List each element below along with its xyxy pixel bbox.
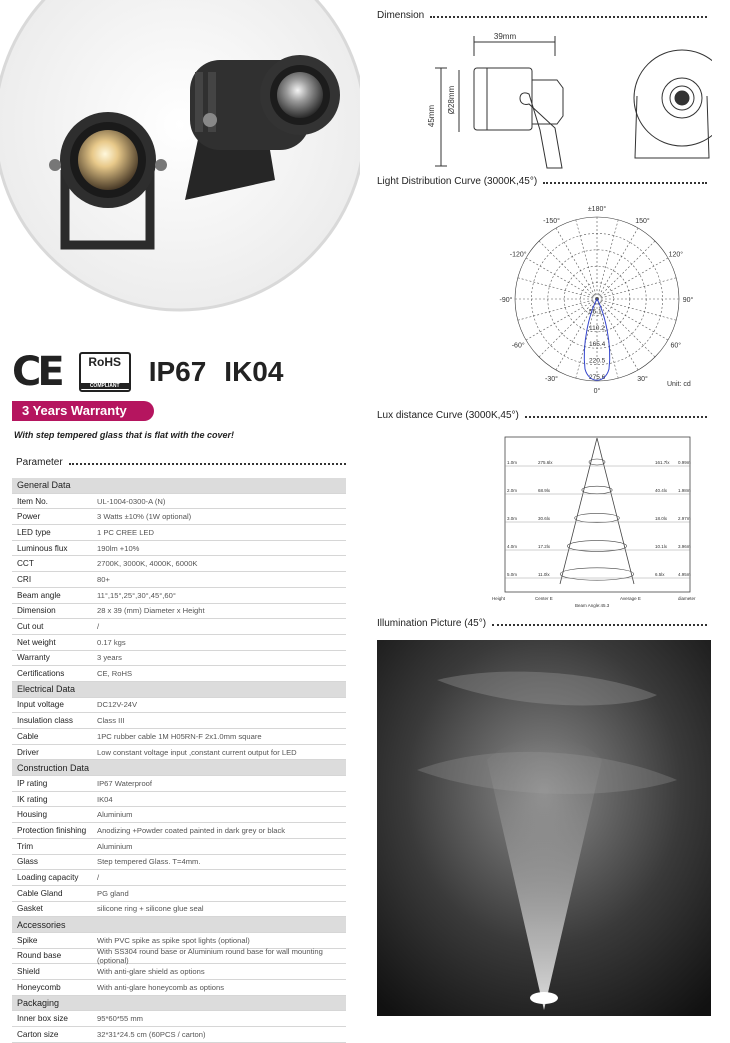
polar-spoke [597,228,638,299]
spec-value: PG gland [97,888,129,898]
spec-category-label: Packaging [17,998,60,1009]
spec-key: Net weight [17,637,56,647]
spec-row [12,1027,346,1043]
lux-row-avg: 6.5lx [655,572,665,577]
polar-ring-value: 110.2 [589,324,605,332]
spec-value: Low constant voltage input ,constant current output for LED [97,747,297,757]
polar-angle-label: -150° [543,218,560,226]
lux-row-avg: 161.7lx [655,460,670,465]
spec-key: IK rating [17,794,48,804]
spec-value: 3 Watts ±10% (1W optional) [97,512,192,522]
spec-category-label: Electrical Data [17,684,76,695]
polar-spoke [597,278,676,299]
polar-angle-label: 90° [682,297,694,304]
spec-row [12,980,346,996]
spec-row [12,870,346,886]
spec-value: Class III [97,716,125,726]
spec-value: DC12V-24V [97,700,138,710]
parameter-heading [16,457,346,468]
spec-value: With anti-glare shield as options [97,967,205,977]
tagline: With step tempered glass that is flat with the cover! [14,430,234,440]
width-dimension-label: 39mm [493,32,517,41]
polar-angle-label: 0° [593,388,601,395]
lux-row-left: 5.0m [507,572,518,577]
polar-ring-value: 275.6 [589,374,606,381]
spec-row [12,698,346,714]
spec-row [12,604,346,620]
lux-distance-chart [480,432,710,612]
parameter-title: Parameter [16,457,63,468]
polar-spoke [576,220,597,299]
spec-row [12,776,346,792]
spec-value: 0.17 kgs [97,637,126,647]
spec-value: UL-1004-0300-A (N) [97,496,166,506]
lux-row-left: 1.0m [507,460,518,465]
height-dimension-label: 45mm [427,104,436,128]
spec-key: IP rating [17,778,48,788]
spec-key: Item No. [17,496,48,506]
dimension-title: Dimension [377,10,425,21]
polar-spoke [597,299,655,357]
spec-value: Anodizing +Powder coated painted in dark grey or black [97,825,286,835]
spec-key: Protection finishing [17,825,87,835]
spec-key: Shield [17,967,40,977]
lux-row-center: 30.6lx [538,516,551,521]
lux-row-left: 2.0m [507,488,518,493]
polar-spoke [526,258,597,299]
lux-footer-average: Average E [620,596,641,601]
spec-row [12,494,346,510]
dimension-drawing [377,28,712,170]
spec-row [12,713,346,729]
polar-spoke [597,220,618,299]
lux-row-diam: 4.95m [678,572,691,577]
spec-row [12,792,346,808]
lux-row-avg: 40.4lx [655,488,668,493]
lux-beam-ellipse [560,568,634,580]
spec-row [12,541,346,557]
spec-value: IK04 [97,794,113,804]
spec-value: With anti-glare honeycomb as options [97,982,225,992]
polar-spoke [518,278,597,299]
polar-distribution-chart [377,194,712,398]
lux-row-diam: 3.96m [678,544,691,549]
lux-row-diam: 0.99m [678,460,691,465]
rohs-subtitle: COMPLIANT [81,383,129,389]
polar-angle-label: 30° [637,375,648,383]
polar-ring-value: 55.1 [589,308,602,316]
polar-angle-label: 150° [635,218,650,226]
spec-key: Certifications [17,669,65,679]
spec-row [12,807,346,823]
rohs-title: RoHS [88,355,122,369]
spec-value: silicone ring + silicone glue seal [97,904,204,914]
lux-row-center: 275.6lx [538,460,553,465]
lux-footer-center: Center E [535,596,553,601]
spec-value: 28 x 39 (mm) Diameter x Height [97,606,205,616]
spec-table [12,478,346,1043]
diameter-dimension-label: Ø28mm [447,85,456,115]
spec-category-row [12,682,346,698]
polar-spoke [597,241,655,299]
spec-category-row [12,917,346,933]
spec-key: Glass [17,857,38,867]
spec-value: / [97,622,100,632]
spec-row [12,509,346,525]
spec-key: Beam angle [17,590,61,600]
spec-key: LED type [17,527,51,537]
spec-value: / [97,873,100,883]
polar-angle-label: -120° [509,251,527,259]
lux-row-left: 3.0m [507,516,518,521]
polar-ring-value: 220.5 [589,357,606,365]
lux-row-left: 4.0m [507,544,518,549]
lux-footer-height: Height [492,596,506,601]
spec-row [12,839,346,855]
lux-row-center: 17.2lx [538,544,551,549]
spec-key: Warranty [17,653,50,663]
spec-key: Luminous flux [17,543,68,553]
spec-key: CCT [17,559,34,569]
spec-row [12,946,346,965]
spec-row [12,886,346,902]
spec-row [12,666,346,682]
spec-category-row [12,760,346,776]
spec-key: Cable Gland [17,888,63,898]
spec-key: Inner box size [17,1014,68,1024]
illumination-title: Illumination Picture (45°) [377,618,487,629]
lux-row-avg: 10.1lx [655,544,668,549]
polar-ring-value: 165.4 [589,341,606,349]
spec-row [12,572,346,588]
ip-rating-badge: IP67 [148,356,207,387]
polar-spoke [518,299,597,320]
spec-category-label: General Data [17,480,71,491]
lux-footer-diameter: diameter [678,596,696,601]
polar-angle-label: ±180° [587,206,607,213]
lux-row-avg: 18.0lx [655,516,668,521]
spec-row [12,635,346,651]
spec-key: Housing [17,810,48,820]
spec-key: Cut out [17,622,44,632]
spec-row [12,902,346,918]
spec-key: Trim [17,841,34,851]
ik-rating-badge: IK04 [224,356,284,387]
dimension-heading [377,10,707,21]
lux-beam-ellipse [589,459,605,465]
spec-value: Step tempered Glass. T=4mm. [97,857,201,867]
spec-value: 1 PC CREE LED [97,527,154,537]
lux-row-diam: 2.97m [678,516,691,521]
lux-row-center: 68.9lx [538,488,551,493]
spec-row [12,588,346,604]
spec-value: 1PC rubber cable 1M H05RN-F 2x1.0mm square [97,731,262,741]
spec-value: With PVC spike as spike spot lights (optional) [97,935,250,945]
spec-value: 190lm +10% [97,543,140,553]
light-distribution-title: Light Distribution Curve (3000K,45°) [377,176,538,187]
spec-key: CRI [17,574,32,584]
spec-value: 32*31*24.5 cm (60PCS / carton) [97,1029,206,1039]
spec-value: 95*60*55 mm [97,1014,144,1024]
certification-badges [12,350,352,394]
spec-key: Loading capacity [17,873,79,883]
spec-value: Aluminium [97,841,133,851]
spec-value: 3 years [97,653,122,663]
polar-angle-label: -90° [499,297,513,304]
lux-beam-angle: Beam Angle:45.3 [575,603,610,608]
polar-angle-label: 60° [670,342,682,350]
spec-row [12,823,346,839]
spec-row [12,729,346,745]
spec-row [12,525,346,541]
spec-row [12,745,346,761]
spec-value: 11°,15°,25°,30°,45°,60° [97,590,176,600]
spec-key: Carton size [17,1029,59,1039]
spec-key: Gasket [17,904,43,914]
polar-angle-label: 120° [668,251,684,259]
polar-spoke [597,299,676,320]
spec-category-label: Accessories [17,919,66,930]
lux-row-center: 11.0lx [538,572,550,577]
spec-key: Power [17,512,41,522]
spec-row [12,855,346,871]
illumination-heading [377,618,707,629]
lux-distance-heading [377,410,707,421]
spec-value: With SS304 round base or Aluminium round base for wall mounting (optional) [97,946,323,965]
illumination-photo [377,640,711,1016]
spec-row [12,1011,346,1027]
spec-row [12,556,346,572]
ce-mark: CE [12,349,61,395]
spec-category-row [12,996,346,1012]
spec-value: IP67 Waterproof [97,778,153,788]
lux-beam-ellipse [582,486,612,494]
polar-spoke [597,258,668,299]
polar-angle-label: -30° [545,375,558,383]
spec-category-label: Construction Data [17,762,90,773]
polar-angle-label: -60° [511,342,525,350]
spec-key: Dimension [17,606,56,616]
spec-value: 80+ [97,574,110,584]
light-distribution-heading [377,176,707,187]
spec-value: 2700K, 3000K, 4000K, 6000K [97,559,198,569]
spec-value: Aluminium [97,810,133,820]
spec-value: CE, RoHS [97,669,133,679]
spec-row [12,964,346,980]
spec-key: Round base [17,951,62,961]
spec-key: Driver [17,747,39,757]
rohs-badge [79,352,131,392]
spec-key: Honeycomb [17,982,61,992]
spec-row [12,619,346,635]
spec-row [12,651,346,667]
lux-row-diam: 1.98m [678,488,691,493]
polar-spoke [539,241,597,299]
polar-spoke [556,228,597,299]
lux-beam-ellipse [567,541,626,552]
spec-key: Cable [17,731,39,741]
polar-unit: Unit: cd [667,381,691,388]
lux-distance-title: Lux distance Curve (3000K,45°) [377,410,519,421]
spec-category-row [12,478,346,494]
warranty-banner: 3 Years Warranty [12,401,154,421]
spec-key: Insulation class [17,716,73,726]
spec-key: Input voltage [17,700,64,710]
spec-key: Spike [17,935,38,945]
product-photo [0,0,360,320]
lux-beam-ellipse [575,513,620,522]
